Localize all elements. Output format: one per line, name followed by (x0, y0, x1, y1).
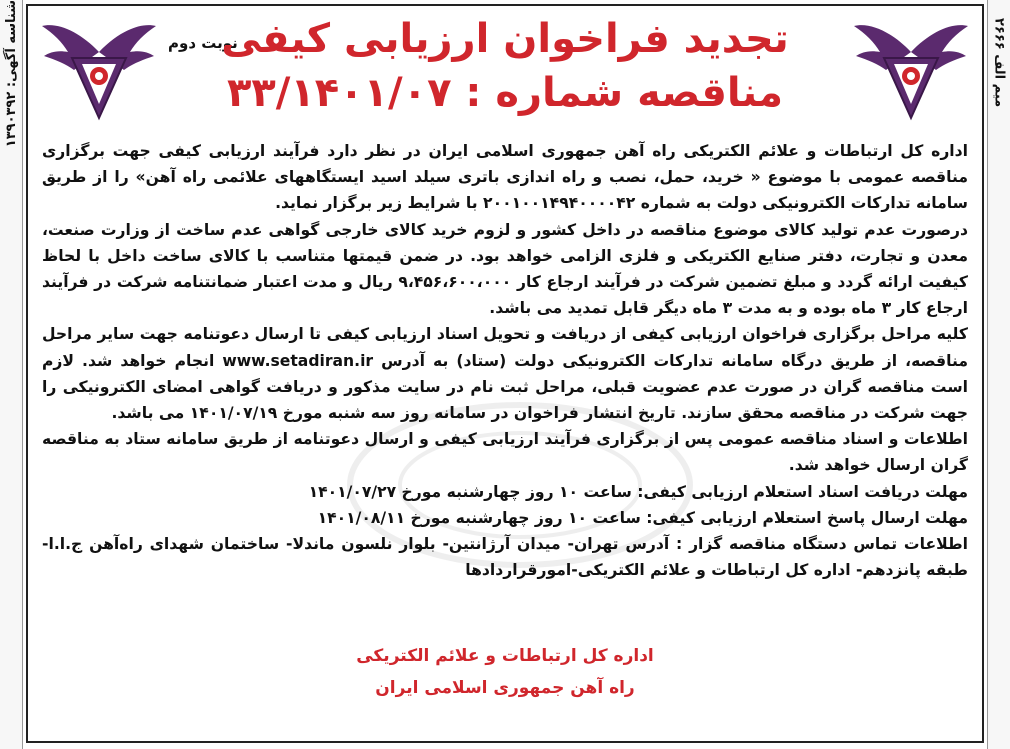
ad-code-label: میم الف ۲۶۶۶ (991, 18, 1007, 108)
ad-title: تجدید فراخوان ارزیابی کیفی (221, 16, 789, 62)
signature-line-2: راه آهن جمهوری اسلامی ایران (375, 678, 635, 698)
signature-line-1: اداره کل ارتباطات و علائم الکتریکی (356, 646, 654, 666)
documents-paragraph: اطلاعات و اسناد مناقصه عمومی پس از برگزاری فرآیند ارزیابی کیفی و ارسال دعوتنامه از طریق سامانه ستاد به مناقصه گران ارسال خواهد شد. (42, 430, 968, 475)
receive-deadline: مهلت دریافت اسناد استعلام ارزیابی کیفی: ساعت ۱۰ روز چهارشنبه مورخ ۱۴۰۱/۰۷/۲۷ (308, 482, 968, 501)
submit-deadline: مهلت ارسال پاسخ استعلام ارزیابی کیفی: ساعت ۱۰ روز چهارشنبه مورخ ۱۴۰۱/۰۸/۱۱ (317, 508, 968, 527)
contact-info: اطلاعات تماس دستگاه مناقصه گزار : آدرس تهران- میدان آرژانتین- بلوار نلسون ماندلا- ساختمان شهدای راه‌آهن ج.ا.ا- طبقه پانزدهم- اداره کل ارتباطات و علائم الکتریکی-امورقراردادها (42, 535, 968, 580)
ad-id-label: شناسه آگهی: ۱۳۹۰۳۹۲ (3, 0, 19, 148)
ad-body (42, 138, 968, 583)
intro-paragraph: اداره کل ارتباطات و علائم الکتریکی راه آهن جمهوری اسلامی ایران در نظر دارد فرآیند ارزیابی کیفی جهت برگزاری مناقصه عمومی با موضوع « خرید، حمل، نصب و راه اندازی باتری سیلد اسید ایستگاههای علائمی راه آهن» را از طریق سامانه تدارکات الکترونیکی دولت به شماره ۲۰۰۱۰۰۱۴۹۴۰۰۰۰۴۲ با شرایط زیر برگزار نماید. (42, 142, 968, 213)
tender-number-title: مناقصه شماره : ۳۳/۱۴۰۱/۰۷ (226, 70, 784, 116)
procedure-paragraph: کلیه مراحل برگزاری فراخوان ارزیابی کیفی از دریافت و تحویل اسناد ارزیابی کیفی تا ارسال دعوتنامه جهت سایر مراحل مناقصه، از طریق درگاه سامانه تدارکات الکترونیکی دولت (ستاد) به آدرس www.setadiran.ir انجام خواهد شد. لازم است مناقصه گران در صورت عدم عضویت قبلی، مراحل ثبت نام در سایت مذکور و دریافت گواهی امضای الکترونیکی را جهت شرکت در مناقصه محقق سازند. تاریخ انتشار فراخوان در سامانه روز سه شنبه مورخ ۱۴۰۱/۰۷/۱۹ می باشد. (42, 325, 968, 423)
publication-round-badge: نوبت دوم (168, 34, 238, 52)
signature-block (0, 640, 1010, 704)
conditions-paragraph: درصورت عدم تولید کالای موضوع مناقصه در داخل کشور و لزوم خرید کالای خارجی گواهی عدم ساخت از وزارت صنعت، معدن و تجارت، دفتر صنایع الکتریکی و فلزی الزامی خواهد بود. در ضمن قیمتها متناسب با کالای ساخت داخل با لحاظ کیفیت ارائه گردد و مبلغ تضمین شرکت در فرآیند ارجاع کار ۹،۴۵۶،۶۰۰،۰۰۰ ریال و مدت اعتبار ضمانتنامه شرکت در فرآیند ارجاع کار ۳ ماه بوده و به مدت ۳ ماه دیگر قابل تمدید می باشد. (42, 220, 968, 318)
